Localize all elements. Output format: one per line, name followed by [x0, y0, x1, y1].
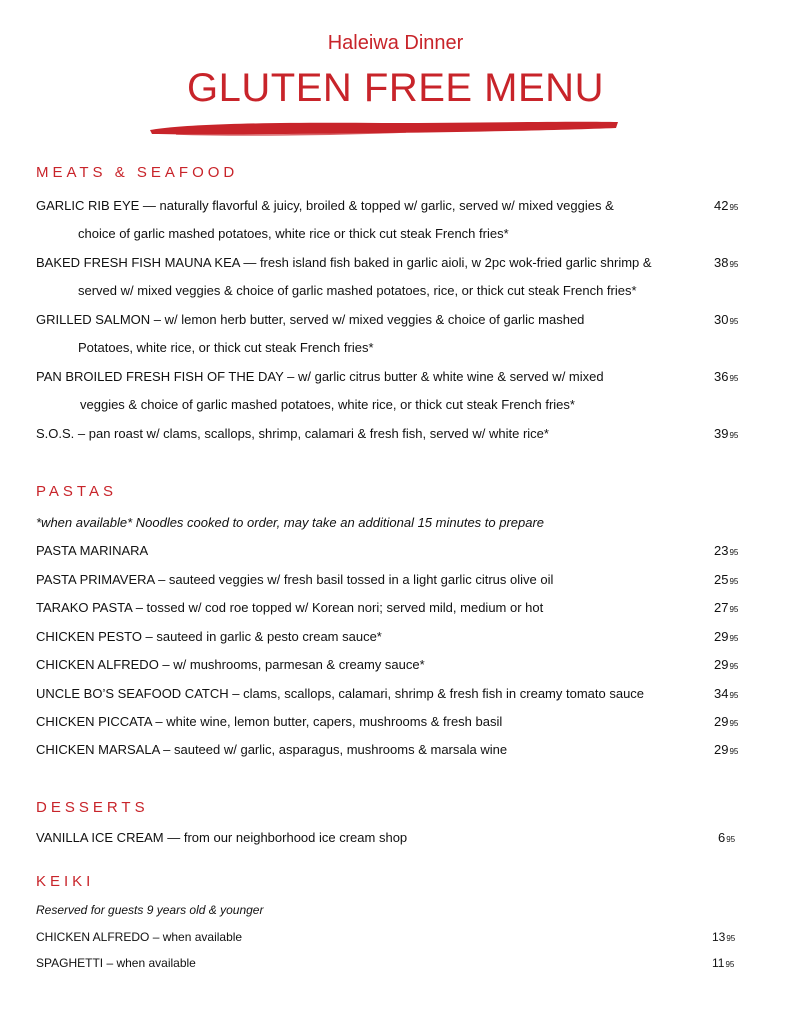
menu-item-description: served w/ mixed veggies & choice of garlic mashed potatoes, rice, or thick cut steak French fries* — [78, 283, 637, 298]
menu-item-price: 1395 — [712, 930, 736, 944]
menu-item-price: 3895 — [714, 255, 739, 270]
menu-item-price: 695 — [718, 830, 736, 845]
menu-item-price: 4295 — [714, 198, 739, 213]
menu-item-keiki-chicken-alfredo: CHICKEN ALFREDO – when available — [36, 930, 243, 944]
menu-item-description: Potatoes, white rice, or thick cut steak French fries* — [78, 340, 374, 355]
menu-item-chicken-marsala: CHICKEN MARSALA – sauteed w/ garlic, asparagus, mushrooms & marsala wine — [36, 742, 508, 757]
menu-item-pasta-primavera: PASTA PRIMAVERA – sauteed veggies w/ fresh basil tossed in a light garlic citrus olive oil — [36, 572, 554, 587]
menu-item-grilled-salmon: GRILLED SALMON – w/ lemon herb butter, served w/ mixed veggies & choice of garlic mashed — [36, 312, 585, 327]
menu-item-price: 3995 — [714, 426, 739, 441]
menu-item-price: 3095 — [714, 312, 739, 327]
menu-item-chicken-pesto: CHICKEN PESTO – sauteed in garlic & pesto cream sauce* — [36, 629, 382, 644]
menu-item-price: 2395 — [714, 543, 739, 558]
section-heading-pastas: PASTAS — [36, 483, 117, 500]
menu-item-price: 2995 — [714, 657, 739, 672]
pastas-note: *when available* Noodles cooked to order, may take an additional 15 minutes to prepare — [36, 515, 545, 530]
menu-item-price: 3495 — [714, 686, 739, 701]
section-heading-meats-seafood: MEATS & SEAFOOD — [36, 164, 239, 181]
menu-item-price: 2795 — [714, 600, 739, 615]
menu-item-pan-broiled-fish: PAN BROILED FRESH FISH OF THE DAY – w/ garlic citrus butter & white wine & served w/ mixed — [36, 369, 604, 384]
section-heading-keiki: KEIKI — [36, 873, 95, 890]
menu-item-price: 3695 — [714, 369, 739, 384]
menu-item-price: 2595 — [714, 572, 739, 587]
menu-item-baked-fresh-fish: BAKED FRESH FISH MAUNA KEA — fresh island fish baked in garlic aioli, w 2pc wok-fried garlic shrimp & — [36, 255, 652, 270]
menu-item-price: 2995 — [714, 742, 739, 757]
menu-item-vanilla-ice-cream: VANILLA ICE CREAM — from our neighborhood ice cream shop — [36, 830, 408, 845]
menu-item-chicken-piccata: CHICKEN PICCATA – white wine, lemon butter, capers, mushrooms & fresh basil — [36, 714, 503, 729]
menu-item-price: 2995 — [714, 714, 739, 729]
menu-item-uncle-bos-seafood-catch: UNCLE BO’S SEAFOOD CATCH – clams, scallops, calamari, shrimp & fresh fish in creamy tomato sauce — [36, 686, 645, 701]
keiki-note: Reserved for guests 9 years old & younger — [36, 903, 264, 917]
menu-item-tarako-pasta: TARAKO PASTA – tossed w/ cod roe topped w/ Korean nori; served mild, medium or hot — [36, 600, 544, 615]
menu-item-price: 1195 — [712, 956, 735, 970]
menu-item-sos: S.O.S. – pan roast w/ clams, scallops, shrimp, calamari & fresh fish, served w/ white rice* — [36, 426, 549, 441]
menu-item-description: veggies & choice of garlic mashed potatoes, white rice, or thick cut steak French fries* — [80, 397, 575, 412]
menu-item-chicken-alfredo: CHICKEN ALFREDO – w/ mushrooms, parmesan & creamy sauce* — [36, 657, 425, 672]
menu-item-pasta-marinara: PASTA MARINARA — [36, 543, 149, 558]
menu-title: GLUTEN FREE MENU — [187, 66, 604, 110]
menu-item-keiki-spaghetti: SPAGHETTI – when available — [36, 956, 196, 970]
menu-item-garlic-rib-eye: GARLIC RIB EYE — naturally flavorful & juicy, broiled & topped w/ garlic, served w/ mixed veggies & — [36, 198, 614, 213]
section-heading-desserts: DESSERTS — [36, 799, 149, 816]
menu-item-description: choice of garlic mashed potatoes, white rice or thick cut steak French fries* — [78, 226, 509, 241]
menu-subtitle: Haleiwa Dinner — [327, 32, 464, 54]
menu-item-price: 2995 — [714, 629, 739, 644]
red-brush-stroke-decoration — [146, 118, 622, 138]
